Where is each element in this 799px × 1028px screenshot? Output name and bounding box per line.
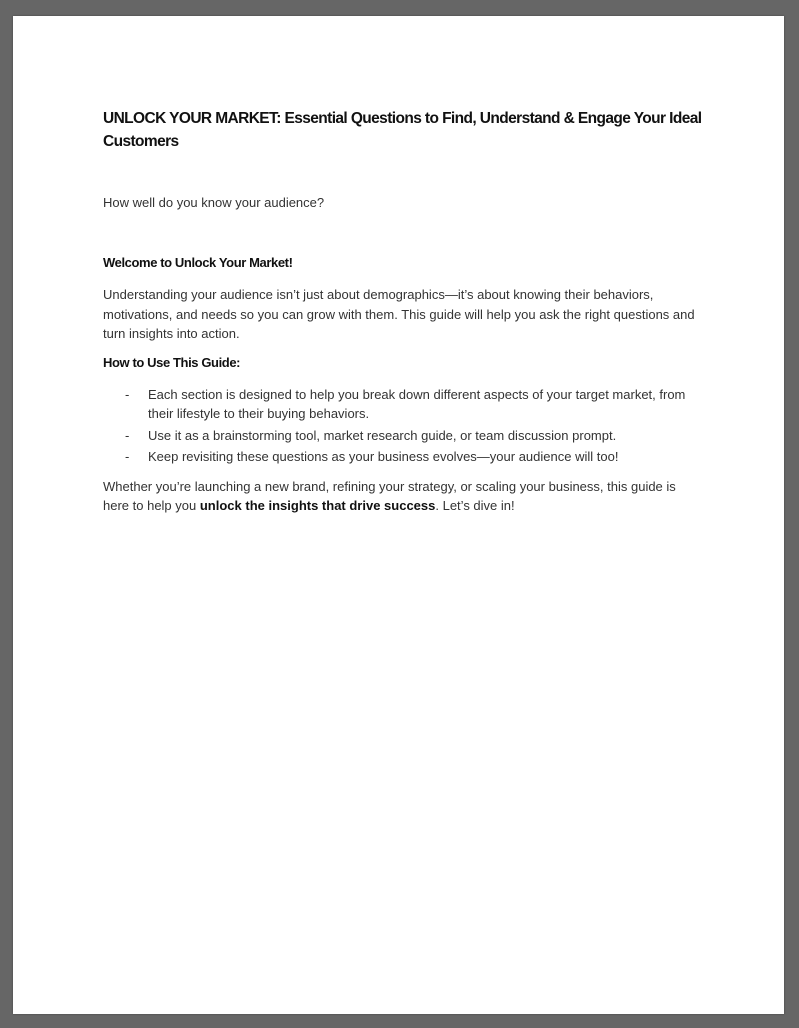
document-subtitle: How well do you know your audience?: [103, 195, 325, 210]
bullet-dash: -: [125, 427, 130, 443]
bullet-dash: -: [125, 386, 130, 402]
closing-text-after: . Let’s dive in!: [435, 498, 515, 513]
welcome-heading: Welcome to Unlock Your Market!: [103, 255, 293, 270]
list-item: [103, 447, 703, 467]
list-item-text: Each section is designed to help you break down different aspects of your target market, from their lifestyle to their buying behaviors.: [148, 386, 686, 421]
howto-heading: How to Use This Guide:: [103, 354, 241, 370]
howto-list: [103, 385, 703, 467]
bullet-dash: -: [125, 449, 130, 464]
document-page: [13, 16, 784, 1014]
page-content: [103, 107, 703, 516]
list-item-text: Use it as a brainstorming tool, market research guide, or team discussion prompt.: [148, 427, 617, 443]
document-title: UNLOCK YOUR MARKET: Essential Questions to Find, Understand & Engage Your Ideal Customers: [103, 110, 702, 150]
list-item-text: Keep revisiting these questions as your business evolves—your audience will too!: [148, 449, 619, 464]
list-item: [103, 385, 703, 424]
closing-paragraph: [103, 477, 703, 516]
closing-text-before: Whether you’re launching a new brand, refining your strategy, or scaling your business, this guide is here to help you: [103, 478, 676, 513]
intro-paragraph: Understanding your audience isn’t just about demographics—it’s about knowing their behaviors, motivations, and needs so you can grow with them. This guide will help you ask the right questions and turn insights into action.: [103, 287, 695, 341]
closing-emphasis: unlock the insights that drive success: [199, 498, 436, 513]
list-item: [103, 426, 703, 446]
